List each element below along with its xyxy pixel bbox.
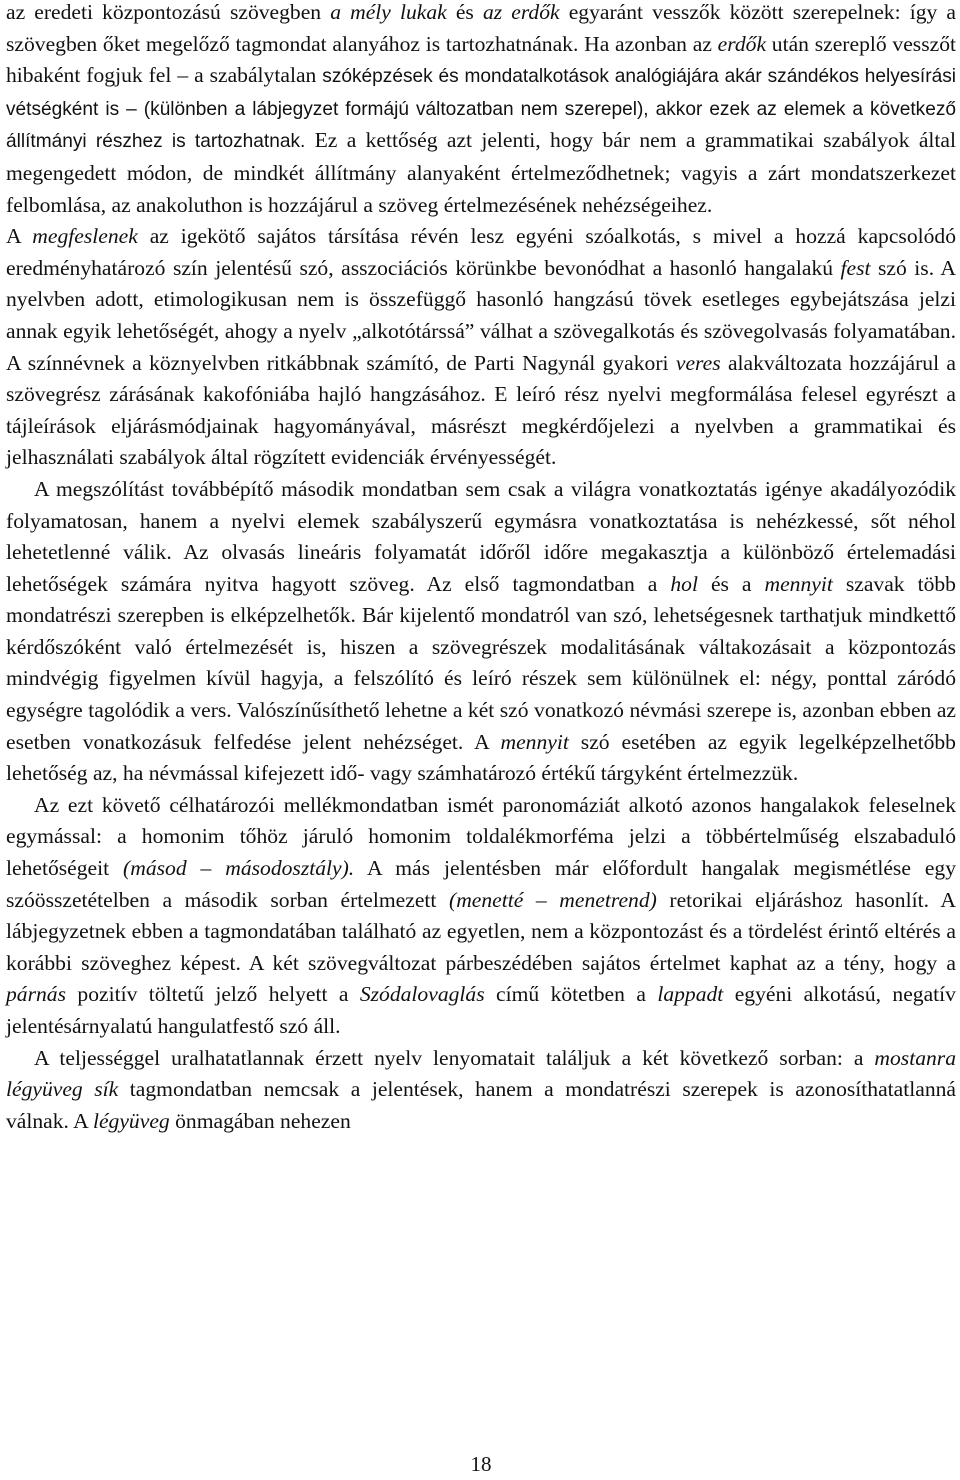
text-run: A más jelentésben már előfordult hangalak megismétlése egy szóösszetételben a második sorban értelmezett — [6, 856, 957, 912]
italic-text: légyüveg — [92, 1108, 170, 1133]
text-run: Az ezt követő célhatározói mellékmondatban ismét paronomáziát alkotó azonos hangalakok feleselnek egymással: a homonim tőhöz járuló homonim toldalékmorféma jelzi a többértelműség elszabaduló lehetőségeit — [6, 792, 956, 881]
text-run: és — [446, 0, 483, 24]
text-run: retorikai eljáráshoz hasonlít. A lábjegyzetnek ebben a tagmondatában található az egyetlen, nem a központozást és a tördelést érintő eltérés a korábbi szöveghez képest. A két szövegváltozat párbeszédében sajátos értelmet kaphat az a tény, hogy a — [6, 887, 956, 975]
italic-text: párnás — [6, 982, 66, 1007]
italic-text: veres — [675, 350, 721, 375]
text-run: című kötetben a — [484, 982, 658, 1007]
italic-text: megfeslenek — [32, 224, 138, 249]
paragraph — [6, 0, 956, 221]
text-run: szóképzések és mondatalkotások analógiájára akár szándékos helyesírási vétségként is – (különben a lábjegyzet formájú változatban nem szerepel), akkor ezek az elemek a következő állítmányi részhez is tartozhatnak. — [6, 66, 957, 153]
italic-text: (menetté – menetrend) — [449, 887, 657, 912]
text-run: A teljességgel uralhatatlannak érzett nyelv lenyomatait találjuk a két következő sorban: a — [34, 1045, 875, 1070]
body-text — [6, 0, 956, 1137]
text-run: az eredeti központozású szövegben — [6, 0, 331, 24]
italic-text: lappadt — [657, 982, 724, 1007]
text-run: önmagában nehezen — [169, 1108, 351, 1133]
paragraph — [6, 1043, 956, 1138]
italic-text: a mély lukak — [330, 0, 447, 24]
paragraph — [6, 474, 956, 790]
italic-text: fest — [840, 255, 871, 280]
italic-text: mostanra légyüveg sík — [6, 1045, 956, 1102]
italic-text: erdők — [717, 31, 767, 56]
text-run: pozitív töltetű jelző helyett a — [66, 982, 360, 1007]
text-run: egyaránt vesszők között szerepelnek: így a szövegben őket megelőző tagmondat alanyához is tartozhatnának. Ha azonban az — [6, 0, 956, 56]
paragraph — [6, 790, 956, 1043]
italic-text: az erdők — [482, 0, 560, 24]
text-run: alakváltozata hozzájárul a szövegrész zárásának kakofóniába hajló hangzásához. E leíró rész nyelvi megformálása felesel egyrészt a tájleírások eljárásmódjainak hagyományával, másrészt megkérdőjelezi a nyelvben a grammatikai és jelhasználati szabályok által rögzített evidenciák érvényességét. — [6, 350, 956, 470]
document-page — [6, 0, 956, 1480]
italic-text: mennyit — [500, 729, 569, 754]
text-run: és a — [697, 571, 765, 596]
italic-text: (másod – másodosztály). — [123, 856, 355, 881]
text-run: szavak több mondatrészi szerepben is elképzelhetők. Bár kijelentő mondatról van szó, lehetségesnek tarthatjuk mindkettő kérdőszóként való értelmezését is, hiszen a szövegrészek modalitásának váltakozásait a központozás mindvégig figyelmen kívül hagyja, a felszólító és leíró részek sem különülnek el: négy, ponttal záródó egységre tagolódik a vers. Valószínűsíthető lehetne a két szó vonatkozó névmási szerepe is, azonban ebben az esetben vonatkozásuk felfedése jelent nehézséget. A — [6, 571, 956, 754]
text-run: után szereplő vesszőt hibaként fogjuk fel – a szabálytalan — [6, 31, 956, 88]
text-run: szó is. A nyelvben adott, etimologikusan nem is összefüggő hasonló hangzású tövek esetleges egybejátszása jelzi annak egyik lehetőségét, ahogy a nyelv „alkotótárssá” válhat a szövegalkotás és szövegolvasás folyamatában. A színnévnek a köznyelvben ritkábbnak számító, de Parti Nagynál gyakori — [6, 255, 956, 375]
italic-text: Szódalovaglás — [359, 982, 485, 1007]
text-run: A — [6, 224, 33, 249]
text-run: A megszólítást továbbépítő második mondatban sem csak a világra vonatkoztatás igénye akadályozódik folyamatosan, hanem a nyelvi elemek szabályszerű egymásra vonatkoztatása is nehézkessé, sőt néhol lehetetlenné válik. Az olvasás lineáris folyamatát időről időre megakasztja a különböző értelemadási lehetőségek számára nyitva hagyott szöveg. Az első tagmondatban a — [6, 476, 956, 596]
paragraph — [6, 221, 956, 474]
italic-text: mennyit — [764, 571, 833, 596]
text-run: Ez a kettőség azt jelenti, hogy bár nem a grammatikai szabályok által megengedett módon, de mindkét állítmány alanyaként értelmeződhetnek; vagyis a zárt mondatszerkezet felbomlása, az anakoluthon is hozzájárul a szöveg értelmezésének nehézségeihez. — [6, 128, 956, 217]
page-number: 18 — [470, 1452, 492, 1476]
text-run: az igekötő sajátos társítása révén lesz egyéni szóalkotás, s mivel a hozzá kapcsolódó eredményhatározó szín jelentésű szó, asszociációs körünkbe bevonódhat a hasonló hangalakú — [6, 224, 957, 280]
text-run: szó esetében az egyik legelképzelhetőbb lehetőség az, ha névmással kifejezett idő- vagy számhatározó értékű tárgyként értelmezzük. — [6, 729, 956, 786]
text-run: tagmondatban nemcsak a jelentések, hanem a mondatrészi szerepek is azonosíthatatlanná válnak. A — [6, 1077, 956, 1133]
italic-text: hol — [670, 571, 698, 596]
text-run: egyéni alkotású, negatív jelentésárnyalatú hangulatfestő szó áll. — [6, 982, 956, 1038]
